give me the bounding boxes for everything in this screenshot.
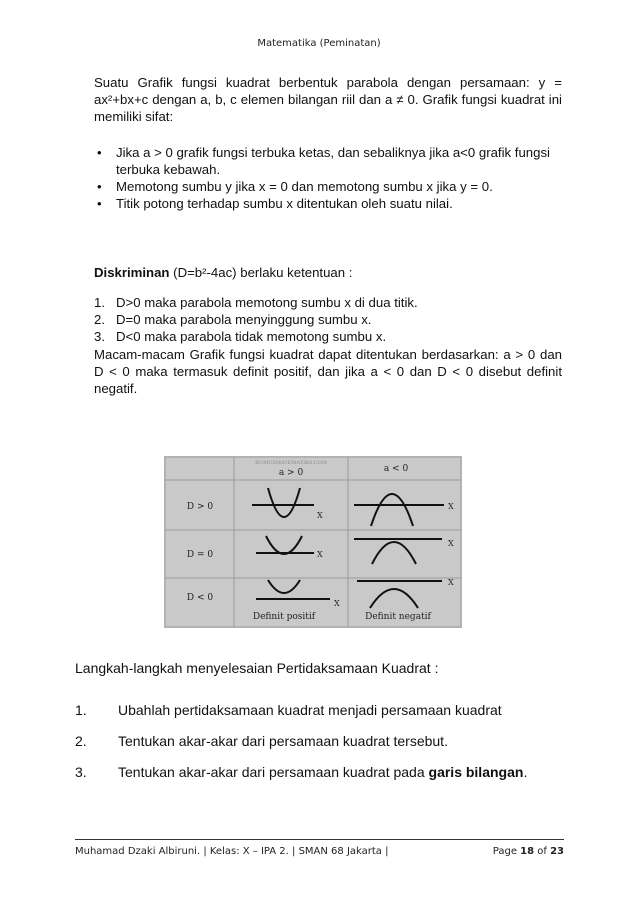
col-header-positive: a > 0 (278, 468, 304, 478)
parabola-diagram (164, 456, 462, 628)
item-number: 1. (94, 295, 105, 310)
page-of: of (534, 846, 551, 857)
list-item (94, 294, 562, 311)
item-text: D<0 maka parabola tidak memotong sumbu x. (116, 329, 387, 344)
list-item: • Memotong sumbu y jika x = 0 dan memotong sumbu x jika y = 0. (94, 178, 562, 195)
parabola-figure (164, 456, 462, 628)
col-header-negative: a < 0 (383, 464, 409, 474)
parabola-up-curve (268, 580, 300, 593)
row-label: D > 0 (186, 502, 214, 512)
caption-definit-positif: Definit positif (252, 612, 316, 622)
row-label: D = 0 (186, 550, 214, 560)
page-footer (75, 839, 564, 857)
discriminant-term: Diskriminan (94, 265, 170, 280)
discriminant-heading (94, 264, 562, 281)
axis-label: X (448, 502, 454, 511)
item-text: D>0 maka parabola memotong sumbu x di dua titik. (116, 295, 418, 310)
list-item (94, 328, 562, 345)
step-text (118, 733, 448, 749)
page-header: Matematika (Peminatan) (257, 38, 381, 49)
axis-label: X (334, 599, 340, 608)
axis-label: X (448, 539, 454, 548)
steps-title: Langkah-langkah menyelesaian Pertidaksamaan Kuadrat : (75, 660, 439, 676)
step-body: Tentukan akar-akar dari persamaan kuadrat tersebut. (118, 733, 448, 749)
discriminant-formula: (D=b²-4ac) (173, 265, 237, 280)
page-current: 18 (520, 846, 535, 857)
axis-label: X (317, 511, 323, 520)
intro-paragraph: Suatu Grafik fungsi kuadrat berbentuk parabola dengan persamaan: y = ax²+bx+c dengan a, b, c elemen bilangan riil dan a ≠ 0. Grafik fungsi kuadrat ini memiliki sifat: (94, 75, 562, 124)
step-emphasis: garis bilangan (428, 764, 524, 780)
step-body: Ubahlah pertidaksamaan kuadrat menjadi persamaan kuadrat (118, 702, 502, 718)
watermark-text: RUMUSMATEMATIKA.COM (255, 460, 327, 466)
step-text (118, 764, 527, 780)
discriminant-rest: berlaku ketentuan : (240, 265, 353, 280)
item-text: D=0 maka parabola menyinggung sumbu x. (116, 312, 372, 327)
footer-author: Muhamad Dzaki Albiruni. | Kelas: X – IPA 2. | SMAN 68 Jakarta | (75, 846, 389, 857)
axis-label: X (448, 578, 454, 587)
page-total: 23 (550, 846, 564, 857)
definit-summary: Macam-macam Grafik fungsi kuadrat dapat ditentukan berdasarkan: a > 0 dan D < 0 maka termasuk definit positif, dan jika a < 0 dan D < 0 disebut definit negatif. (94, 347, 562, 396)
discriminant-list (94, 294, 562, 345)
property-list (94, 144, 562, 212)
parabola-up-curve (266, 536, 302, 554)
axis-label: X (317, 550, 323, 559)
step-end: . (523, 764, 528, 780)
caption-definit-negatif: Definit negatif (365, 612, 431, 622)
list-item: • Titik potong terhadap sumbu x ditentukan oleh suatu nilai. (94, 195, 562, 212)
page-number (493, 846, 564, 857)
parabola-down-curve (370, 589, 418, 608)
step-text (118, 702, 502, 718)
step-number: 3. (75, 764, 87, 780)
step-body: Tentukan akar-akar dari persamaan kuadrat pada (118, 764, 429, 780)
list-item (94, 311, 562, 328)
page-prefix: Page (492, 846, 521, 857)
item-number: 2. (94, 312, 105, 327)
step-number: 1. (75, 702, 87, 718)
parabola-up-curve (268, 488, 300, 517)
parabola-down-curve (372, 542, 416, 564)
parabola-down-curve (371, 494, 413, 526)
item-number: 3. (94, 329, 105, 344)
list-item: • Jika a > 0 grafik fungsi terbuka ketas, dan sebaliknya jika a<0 grafik fungsi terbuka kebawah. (94, 144, 562, 178)
row-label: D < 0 (186, 593, 214, 603)
step-number: 2. (75, 733, 87, 749)
